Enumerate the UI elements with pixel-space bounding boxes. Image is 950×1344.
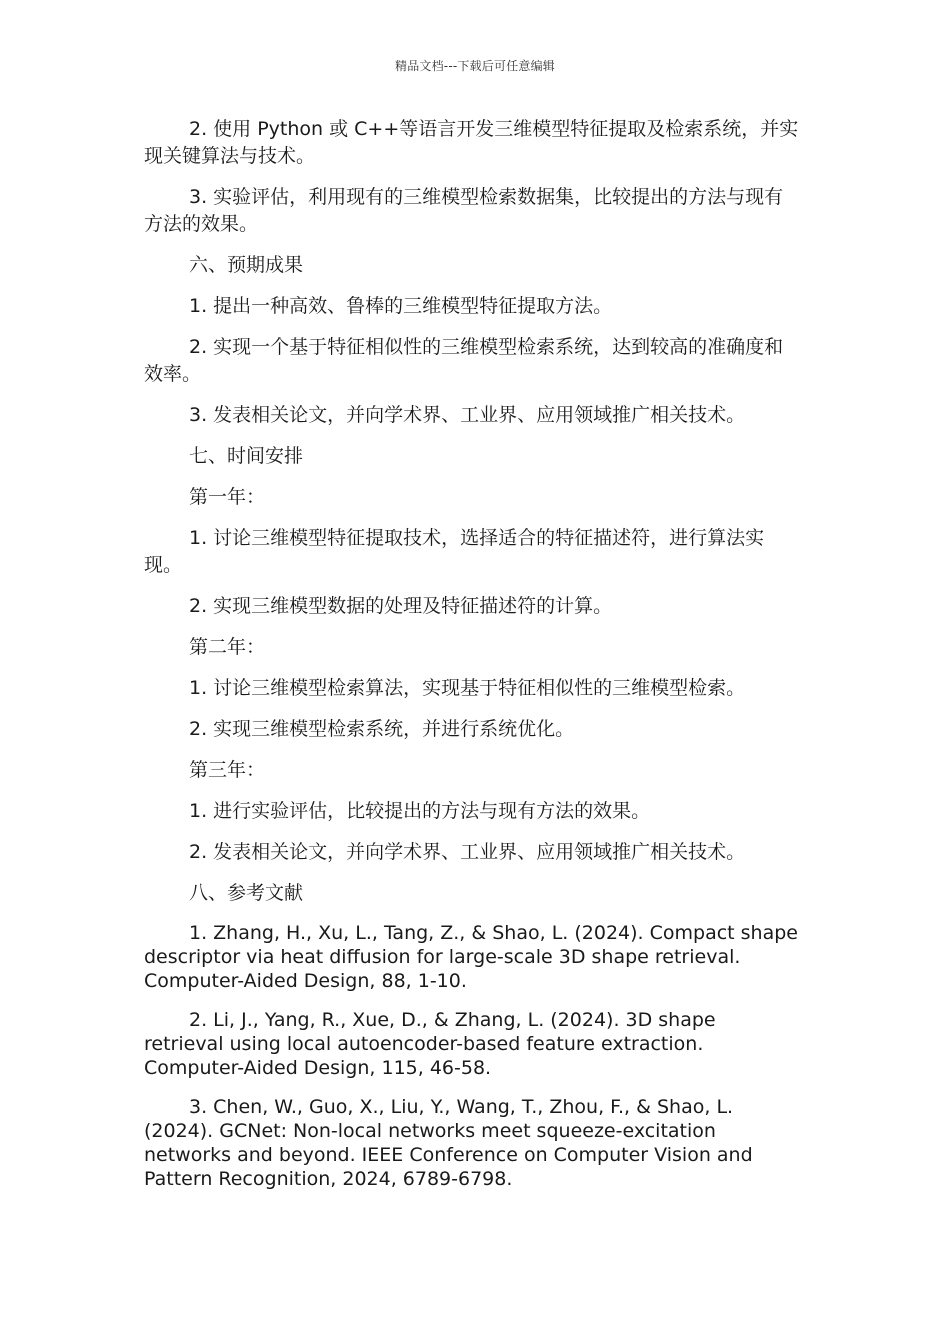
paragraph: 2. 实现三维模型数据的处理及特征描述符的计算。 (189, 595, 613, 617)
year-heading: 第二年： (189, 636, 266, 658)
paragraph: 2. 实现一个基于特征相似性的三维模型检索系统，达到较高的准确度和效率。 (144, 336, 784, 385)
paragraph: 1. 讨论三维模型检索算法，实现基于特征相似性的三维模型检索。 (189, 677, 746, 699)
paragraph: 1. 讨论三维模型特征提取技术，选择适合的特征描述符，进行算法实现。 (144, 527, 765, 576)
document-body (144, 116, 800, 1206)
reference-item: 1. Zhang, H., Xu, L., Tang, Z., & Shao, L. (2024). Compact shape descriptor via heat diffusion for large-scale 3D shape retrieval. Computer-Aided Design, 88, 1-10. (144, 922, 798, 992)
section-heading: 七、时间安排 (189, 445, 304, 467)
reference-item: 2. Li, J., Yang, R., Xue, D., & Zhang, L. (2024). 3D shape retrieval using local autoencoder-based feature extraction. Computer-Aided Design, 115, 46-58. (144, 1009, 716, 1079)
paragraph: 2. 实现三维模型检索系统，并进行系统优化。 (189, 718, 575, 740)
year-heading: 第三年： (189, 759, 266, 781)
paragraph: 1. 进行实验评估，比较提出的方法与现有方法的效果。 (189, 800, 651, 822)
paragraph: 3. 实验评估，利用现有的三维模型检索数据集，比较提出的方法与现有方法的效果。 (144, 186, 784, 235)
paragraph: 2. 使用 Python 或 C++等语言开发三维模型特征提取及检索系统，并实现关键算法与技术。 (144, 118, 799, 167)
section-heading: 八、参考文献 (189, 882, 304, 904)
paragraph: 3. 发表相关论文，并向学术界、工业界、应用领域推广相关技术。 (189, 404, 746, 426)
reference-item: 3. Chen, W., Guo, X., Liu, Y., Wang, T., Zhou, F., & Shao, L. (2024). GCNet: Non-local networks meet squeeze-excitation networks and beyond. IEEE Conference on Computer Vision and Pattern Recognition, 2024, 6789-6798. (144, 1096, 753, 1190)
paragraph: 1. 提出一种高效、鲁棒的三维模型特征提取方法。 (189, 295, 613, 317)
year-heading: 第一年： (189, 486, 266, 508)
paragraph: 2. 发表相关论文，并向学术界、工业界、应用领域推广相关技术。 (189, 841, 746, 863)
page-header: 精品文档---下载后可任意编辑 (395, 59, 555, 73)
section-heading: 六、预期成果 (189, 254, 304, 276)
